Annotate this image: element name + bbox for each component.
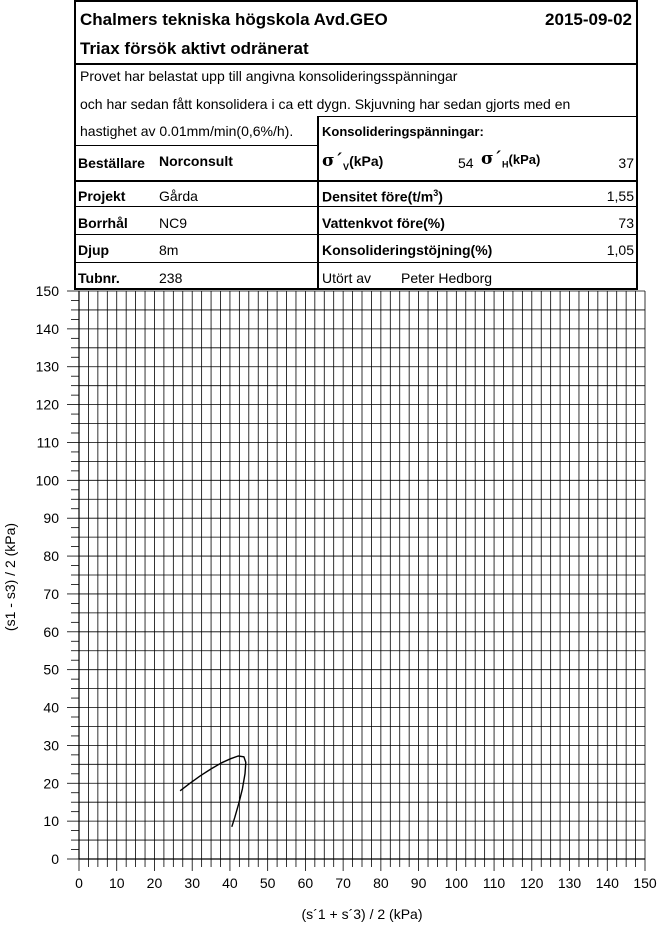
test-type-title: Triax försök aktivt odränerat bbox=[80, 39, 309, 58]
y-tick-label: 70 bbox=[43, 585, 59, 602]
institution-title: Chalmers tekniska högskola Avd.GEO bbox=[80, 10, 388, 29]
utfort-value: Peter Hedborg bbox=[401, 270, 493, 286]
description-line: Provet har belastat upp till angivna konsolideringsspänningar bbox=[80, 68, 458, 84]
y-tick-label: 50 bbox=[43, 661, 59, 678]
tubnr-label: Tubnr. bbox=[78, 270, 120, 286]
projekt-label: Projekt bbox=[78, 188, 126, 204]
densitet-value: 1,55 bbox=[606, 188, 634, 204]
x-tick-label: 140 bbox=[595, 875, 619, 891]
y-tick-label: 60 bbox=[43, 623, 59, 640]
y-tick-label: 100 bbox=[35, 472, 59, 489]
x-tick-label: 150 bbox=[633, 875, 657, 891]
description-line: hastighet av 0.01mm/min(0,6%/h). bbox=[80, 123, 294, 139]
sigma-h-label bbox=[481, 149, 540, 170]
projekt-value: Gårda bbox=[159, 188, 198, 204]
divider bbox=[317, 116, 319, 288]
sigma-v-unit: (kPa) bbox=[349, 153, 384, 169]
x-tick-label: 30 bbox=[184, 875, 200, 891]
x-tick-label: 0 bbox=[75, 875, 83, 891]
y-tick-label: 140 bbox=[35, 320, 59, 337]
divider bbox=[76, 234, 636, 235]
bestallare-value: Norconsult bbox=[159, 153, 233, 169]
y-tick-label: 130 bbox=[35, 358, 59, 375]
y-tick-label: 10 bbox=[43, 813, 59, 830]
x-tick-label: 110 bbox=[482, 875, 506, 891]
x-tick-label: 90 bbox=[410, 875, 427, 891]
konsolidering-heading: Konsolideringspänningar: bbox=[322, 124, 484, 139]
divider bbox=[76, 63, 636, 65]
grid bbox=[79, 291, 645, 859]
x-tick-label: 120 bbox=[520, 875, 544, 891]
sigma-h-unit: (kPa) bbox=[508, 152, 541, 167]
x-tick-label: 130 bbox=[557, 875, 582, 891]
densitet-label: Densitet $före(t/m^3)$ bbox=[322, 188, 443, 205]
djup-value: 8m bbox=[159, 242, 179, 258]
densitet-superscript: 3 bbox=[433, 188, 439, 198]
y-tick-label: 90 bbox=[43, 510, 59, 527]
tubnr-value: 238 bbox=[159, 270, 183, 286]
y-tick-label: 0 bbox=[51, 851, 59, 867]
x-tick-label: 80 bbox=[373, 875, 389, 891]
y-tick-label: 110 bbox=[36, 434, 59, 451]
divider bbox=[76, 145, 318, 146]
x-tick-label: 50 bbox=[259, 875, 276, 891]
y-tick-label: 80 bbox=[43, 548, 59, 565]
x-tick-label: 60 bbox=[297, 875, 314, 891]
y-tick-label: 40 bbox=[43, 699, 59, 716]
y-tick-label: 150 bbox=[35, 283, 59, 299]
vattenkvot-label: Vattenkvot före(%) bbox=[322, 215, 445, 231]
x-tick-label: 70 bbox=[335, 875, 351, 891]
report-date: 2015-09-02 bbox=[545, 10, 632, 29]
y-tick-label: 120 bbox=[35, 396, 59, 413]
sigma-h-value: 37 bbox=[618, 155, 634, 171]
borrhal-label: Borrhål bbox=[78, 215, 128, 231]
axis-ticks bbox=[67, 291, 645, 871]
info-header-table bbox=[74, 0, 638, 290]
divider bbox=[76, 180, 636, 182]
stress-path-line bbox=[180, 756, 246, 827]
x-tick-label: 40 bbox=[222, 875, 238, 891]
sigma-h-subscript: H bbox=[502, 159, 509, 170]
description-line: och har sedan fått konsolidera i ca ett dygn. Skjuvning har sedan gjorts med en bbox=[80, 96, 571, 112]
x-tick-label: 100 bbox=[444, 875, 469, 891]
y-axis-label: (s1 - s3) / 2 (kPa) bbox=[2, 522, 18, 632]
tojning-label: Konsolideringstöjning(%) bbox=[322, 242, 493, 258]
borrhal-value: NC9 bbox=[159, 215, 188, 231]
djup-label: Djup bbox=[78, 242, 110, 258]
bestallare-label: Beställare bbox=[78, 155, 145, 171]
sigma-v-label bbox=[322, 151, 383, 172]
stress-path-chart bbox=[0, 280, 659, 925]
divider bbox=[76, 262, 636, 263]
sigma-v-value: 54 bbox=[458, 155, 474, 171]
tojning-value: 1,05 bbox=[606, 242, 634, 258]
x-axis-label: (s´1 + s´3) / 2 (kPa) bbox=[301, 906, 423, 922]
tick-labels bbox=[36, 283, 657, 891]
sigma-v-subscript: V bbox=[343, 161, 350, 172]
divider bbox=[318, 116, 636, 117]
x-tick-label: 20 bbox=[146, 875, 163, 891]
sigma-h-symbol: σ´ bbox=[481, 149, 503, 169]
data-series bbox=[180, 756, 246, 827]
divider bbox=[76, 206, 636, 207]
sigma-v-symbol: σ´ bbox=[322, 151, 344, 171]
x-tick-label: 10 bbox=[108, 875, 125, 891]
vattenkvot-value: 73 bbox=[618, 215, 634, 231]
utfort-label: Utört av bbox=[322, 270, 372, 286]
y-tick-label: 20 bbox=[43, 775, 59, 792]
y-tick-label: 30 bbox=[43, 737, 59, 754]
